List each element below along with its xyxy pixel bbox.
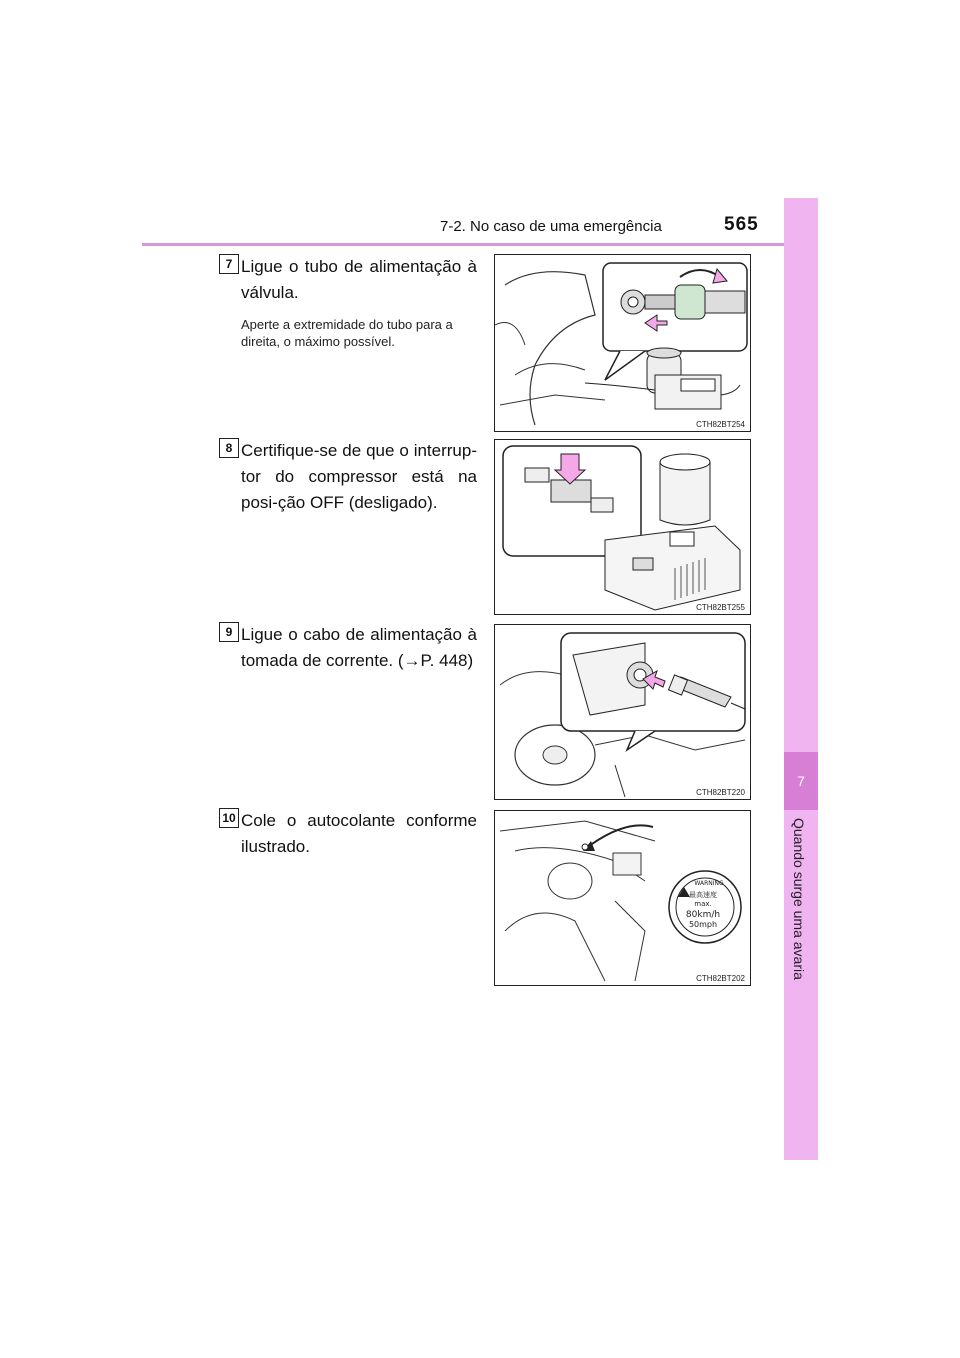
step-text: Cole o autocolante conforme ilustrado.: [241, 811, 477, 856]
illustration-compressor-switch: [495, 440, 750, 614]
step-text: Ligue o tubo de alimentação à válvula.: [241, 257, 477, 302]
figure-step-10: [494, 810, 751, 986]
figure-step-9: [494, 624, 751, 800]
figure-code: CTH82BT202: [696, 974, 745, 983]
illustration-power-outlet: [495, 625, 750, 799]
figure-step-7: [494, 254, 751, 432]
step-number: 9: [219, 622, 239, 642]
illustration-tube-valve: [495, 255, 750, 431]
section-title: 7-2. No caso de uma emergência: [440, 218, 662, 235]
sticker-line2: max.: [694, 900, 712, 908]
chapter-number-badge: 7: [784, 752, 818, 810]
step-number: 7: [219, 254, 239, 274]
step-10: [219, 808, 477, 860]
sticker-warning: WARNING: [694, 880, 724, 887]
step-7: [219, 254, 477, 350]
step-9: [219, 622, 477, 674]
side-tab: [784, 198, 818, 1160]
sticker-line1: 最高速度: [689, 891, 717, 899]
step-subtext: Aperte a extremidade do tubo para a direita, o máximo possível.: [241, 317, 453, 349]
step-number: 10: [219, 808, 239, 828]
header-rule: [142, 243, 818, 246]
figure-code: CTH82BT255: [696, 603, 745, 612]
step-text: Certifique-se de que o interrup-tor do compressor está na posi-ção OFF (desligado).: [241, 441, 477, 512]
sticker-line4: 50mph: [688, 920, 718, 929]
chapter-title: Quando surge uma avaria: [791, 818, 807, 980]
step-number: 8: [219, 438, 239, 458]
figure-code: CTH82BT220: [696, 788, 745, 797]
illustration-sticker-placement: [495, 811, 750, 985]
step-8: [219, 438, 477, 516]
step-text: Ligue o cabo de alimentação à tomada de corrente. (→P. 448): [241, 625, 477, 670]
figure-code: CTH82BT254: [696, 420, 745, 429]
sticker-line3: 80km/h: [685, 910, 721, 920]
page-number: 565: [724, 214, 759, 235]
figure-step-8: [494, 439, 751, 615]
